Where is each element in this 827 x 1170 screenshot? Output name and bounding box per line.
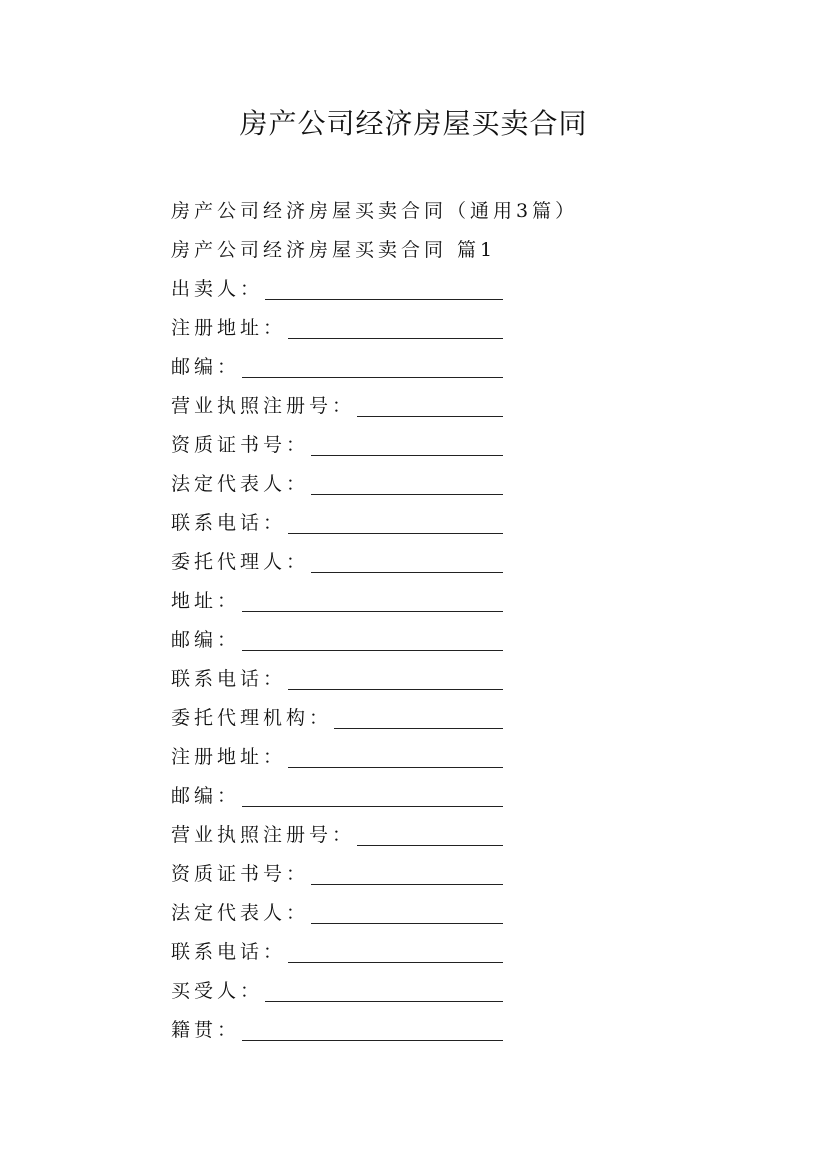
field-seller-registered-address xyxy=(171,309,503,348)
field-label: 注册地址： xyxy=(171,317,287,339)
field-label: 法定代表人： xyxy=(171,902,310,924)
field-label: 资质证书号： xyxy=(171,434,310,456)
document-subtitle: 房产公司经济房屋买卖合同（通用3篇） xyxy=(171,200,579,222)
field-label: 委托代理人： xyxy=(171,551,310,573)
field-seller-business-license xyxy=(171,387,503,426)
field-label: 资质证书号： xyxy=(171,863,310,885)
field-agency-registered-address xyxy=(171,738,503,777)
field-seller-qualification-cert xyxy=(171,426,503,465)
document-title: 房产公司经济房屋买卖合同 xyxy=(239,107,588,140)
section-heading: 房产公司经济房屋买卖合同 篇1 xyxy=(171,239,497,261)
field-agent-phone xyxy=(171,660,503,699)
document-body xyxy=(171,192,671,1050)
field-agent-postcode xyxy=(171,621,503,660)
field-label: 买受人： xyxy=(171,980,264,1002)
field-agency-phone xyxy=(171,933,503,972)
field-label: 地址： xyxy=(171,590,241,612)
field-seller-phone xyxy=(171,504,503,543)
field-label: 邮编： xyxy=(171,356,241,378)
field-label: 联系电话： xyxy=(171,668,287,690)
field-agency xyxy=(171,699,503,738)
field-label: 营业执照注册号： xyxy=(171,395,356,417)
field-label: 法定代表人： xyxy=(171,473,310,495)
field-seller-postcode xyxy=(171,348,503,387)
field-label: 联系电话： xyxy=(171,512,287,534)
field-agency-legal-representative xyxy=(171,894,503,933)
field-label: 出卖人： xyxy=(171,278,264,300)
field-label: 邮编： xyxy=(171,629,241,651)
field-seller-legal-representative xyxy=(171,465,503,504)
field-agency-qualification-cert xyxy=(171,855,503,894)
field-label: 籍贯： xyxy=(171,1019,241,1041)
field-label: 委托代理机构： xyxy=(171,707,333,729)
field-label: 营业执照注册号： xyxy=(171,824,356,846)
field-agent-address xyxy=(171,582,503,621)
field-authorized-agent xyxy=(171,543,503,582)
field-buyer xyxy=(171,972,503,1011)
field-agency-business-license xyxy=(171,816,503,855)
field-label: 注册地址： xyxy=(171,746,287,768)
field-agency-postcode xyxy=(171,777,503,816)
field-label: 邮编： xyxy=(171,785,241,807)
field-buyer-native-place xyxy=(171,1011,503,1050)
field-label: 联系电话： xyxy=(171,941,287,963)
field-seller xyxy=(171,270,503,309)
